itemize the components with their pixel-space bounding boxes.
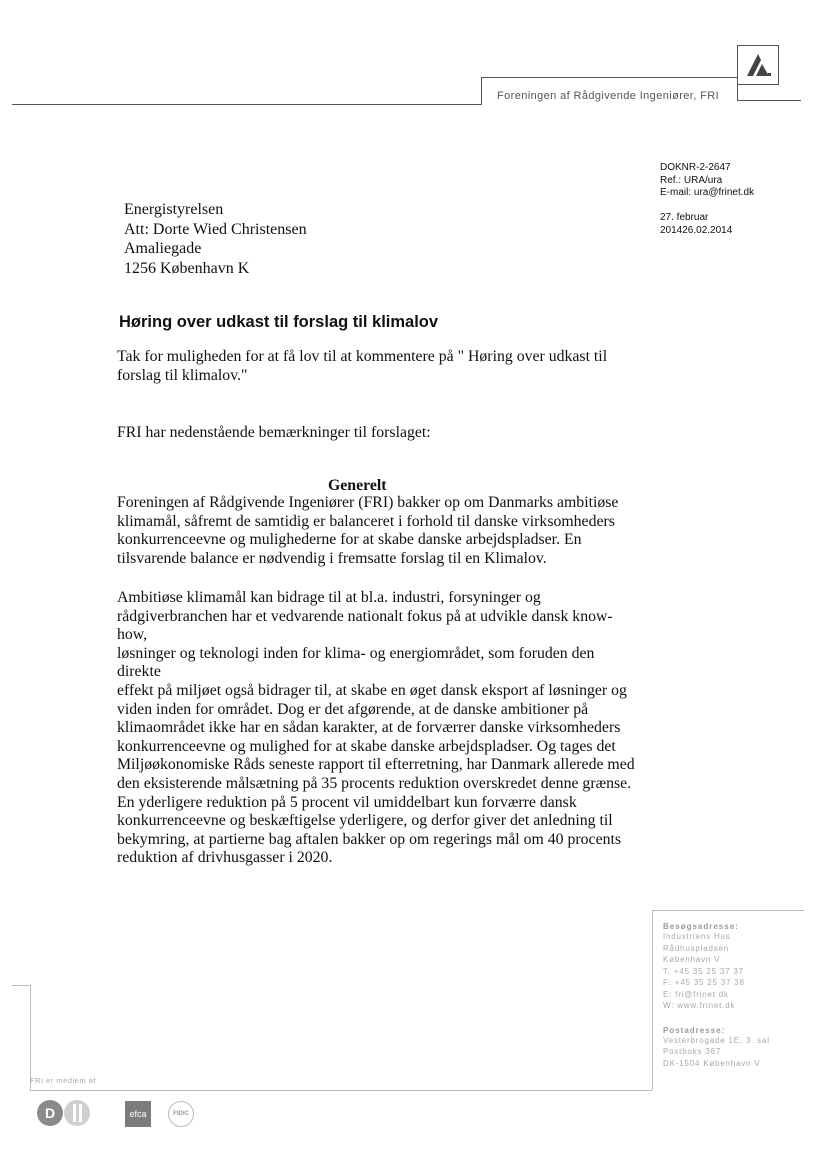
text-line: rådgiverbranchen har et vedvarende nationalt fokus på at udvikle dansk know-how,	[117, 607, 613, 644]
text-line: konkurrenceevne og beskæftigelse yderligere, og derfor giver det anledning til	[117, 812, 613, 830]
text-line: tilsvarende balance er nødvendig i fremsatte forslag til en Klimalov.	[117, 549, 547, 567]
recipient-address	[124, 200, 307, 278]
header-rule-top	[481, 77, 737, 78]
header-rule-step	[481, 77, 482, 105]
document-date	[660, 212, 732, 237]
doc-email: E-mail: ura@frinet.dk	[660, 187, 755, 198]
date-line-2: 201426.02.2014	[660, 224, 733, 236]
doc-number: DOKNR-2-2647	[660, 162, 731, 173]
text-line: klimamål, såfremt de samtidig er balanceret i forhold til danske virksomheders	[117, 512, 615, 530]
text-line: Foreningen af Rådgivende Ingeniører (FRI) bakker op om Danmarks ambitiøse	[117, 494, 619, 511]
post-line: Postboks 367	[663, 1047, 722, 1056]
efca-logo	[125, 1101, 151, 1127]
letter-subject: Høring over udkast til forslag til klimalov	[119, 313, 439, 331]
web-line: W: www.frinet.dk	[663, 1001, 736, 1010]
fidic-logo-text: FIDIC	[173, 1111, 189, 1117]
visit-line: København V	[663, 955, 721, 964]
fri-logo-icon	[738, 46, 778, 84]
section-heading: Generelt	[328, 477, 387, 494]
d-logo	[37, 1100, 63, 1126]
post-line: DK-1504 København V	[663, 1058, 761, 1068]
text-line: Miljøøkonomiske Råds seneste rapport til efterretning, har Danmark allerede med	[117, 756, 635, 774]
stripe-logo-icon	[64, 1100, 90, 1126]
d-logo-text: D	[44, 1105, 56, 1121]
visit-address-label: Besøgsadresse:	[663, 922, 739, 931]
footer-address	[652, 910, 804, 1090]
text-line: reduktion af drivhusgasser i 2020.	[117, 849, 333, 867]
post-line: Vesterbrogade 1E, 3. sal	[663, 1035, 770, 1045]
intro-paragraph	[117, 348, 637, 385]
efca-logo-text: efca	[129, 1109, 147, 1119]
doc-reference: Ref.: URA/ura	[660, 174, 723, 186]
footer-rule-left-top	[12, 985, 30, 986]
text-line: Tak for muligheden for at få lov til at kommentere på " Høring over udkast til	[117, 348, 608, 365]
fidic-logo	[168, 1101, 194, 1127]
footer-rule-left-vertical	[30, 985, 31, 1090]
text-line: konkurrenceevne og mulighed for at skabe danske arbejdspladser. Og tages det	[117, 737, 616, 755]
recipient-line: 1256 København K	[124, 259, 250, 277]
visit-line: Rådhuspladsen	[663, 943, 729, 953]
phone-line: T: +45 35 25 37 37	[663, 966, 744, 976]
footer-rule-bottom	[30, 1090, 652, 1091]
text-line: viden inden for området. Dog er det afgørende, at de danske ambitioner på	[117, 700, 589, 718]
header-rule-right-step	[737, 83, 738, 101]
remarks-intro: FRI har nedenstående bemærkninger til forslaget:	[117, 424, 431, 441]
text-line: den eksisterende målsætning på 35 procents reduktion overskredet denne grænse.	[117, 774, 632, 792]
recipient-line: Amaliegade	[124, 240, 202, 257]
text-line: løsninger og teknologi inden for klima- og energiområdet, som foruden den direkte	[117, 644, 595, 681]
text-line: bekymring, at partierne bag aftalen bakker op om regerings mål om 40 procents	[117, 830, 622, 848]
header-rule-left	[12, 104, 482, 105]
text-line: konkurrenceevne og mulighederne for at skabe danske arbejdspladser. En	[117, 531, 582, 549]
text-line: forslag til klimalov."	[117, 366, 248, 384]
text-line: effekt på miljøet også bidrager til, at skabe en øget dansk eksport af løsninger og	[117, 681, 627, 699]
paragraph-general-2	[117, 589, 637, 868]
recipient-line: Att: Dorte Wied Christensen	[124, 220, 307, 238]
date-line-1: 27. februar	[660, 212, 709, 223]
member-of-label: FRI er medlem af	[30, 1076, 96, 1085]
fri-logo	[737, 45, 779, 85]
visit-line: Industriens Hus	[663, 932, 731, 941]
text-line: klimaområdet ikke har en sådan karakter, at de forværrer danske virksomheders	[117, 719, 621, 737]
email-line: E: fri@frinet.dk	[663, 989, 729, 999]
text-line: En yderligere reduktion på 5 procent vil umiddelbart kun forværre dansk	[117, 793, 577, 811]
paragraph-general-1	[117, 494, 637, 568]
header-org-name: Foreningen af Rådgivende Ingeniører, FRI	[497, 90, 720, 102]
document-meta	[660, 162, 754, 200]
post-address-label: Postadresse:	[663, 1025, 726, 1035]
text-line: Ambitiøse klimamål kan bidrage til at bl.a. industri, forsyninger og	[117, 589, 541, 606]
header-rule-right	[737, 100, 801, 101]
recipient-line: Energistyrelsen	[124, 201, 224, 218]
fax-line: F: +45 35 25 37 38	[663, 978, 745, 987]
